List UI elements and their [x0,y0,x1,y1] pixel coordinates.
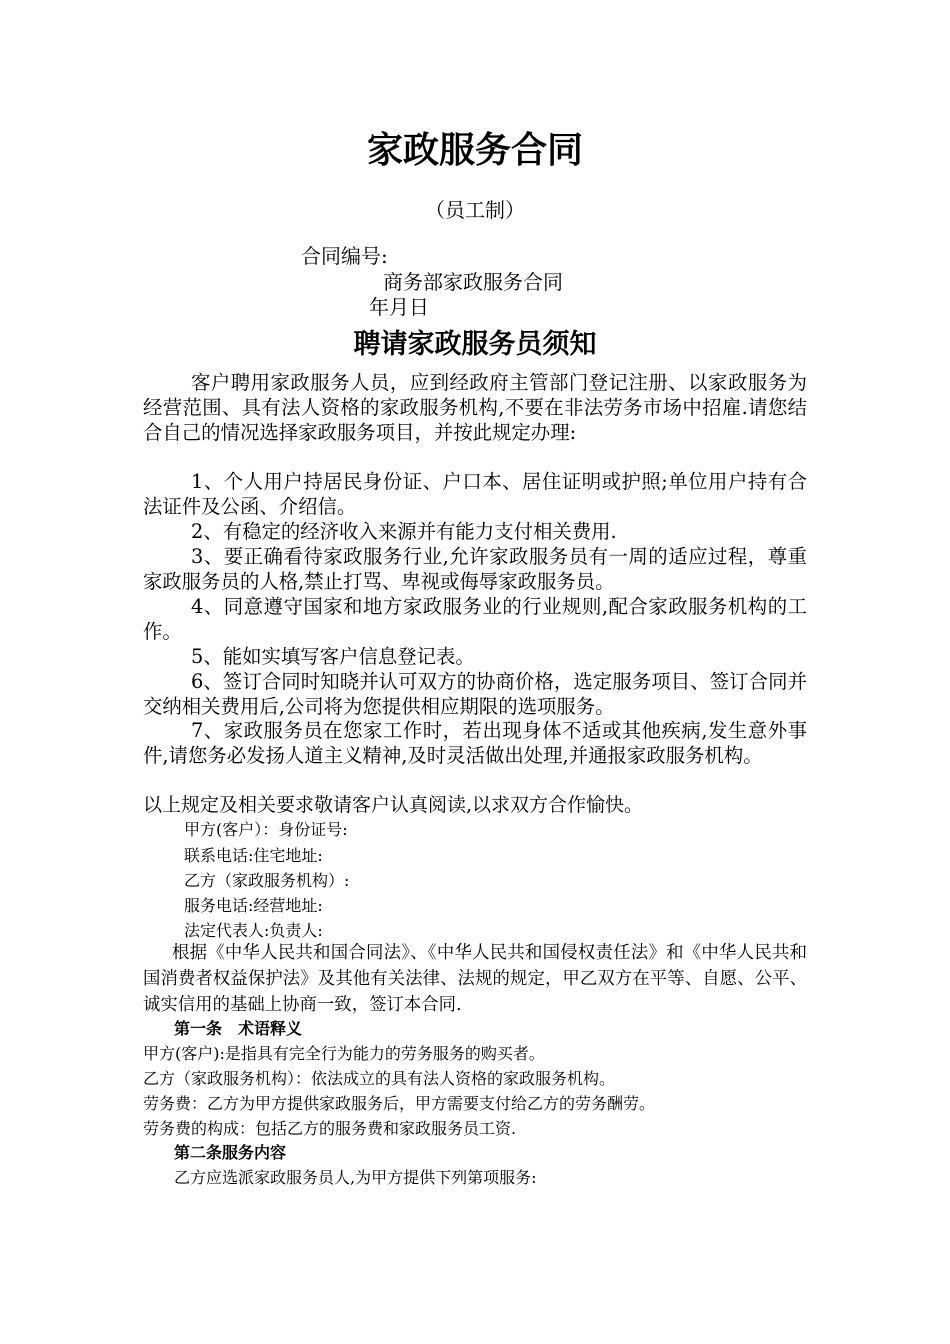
field-party-a: 甲方(客户）：身份证号: [184,820,348,839]
contract-source: 商务部家政服务合同 [383,270,563,294]
notice-item-6: 6、签订合同时知晓并认可双方的协商价格，选定服务项目、签订合同并交纳相关费用后,公司将为您提供相应期限的选项服务。 [143,670,807,718]
definition-party-a: 甲方(客户):是指具有完全行为能力的劳务服务的购买者。 [143,1044,545,1063]
definition-party-b: 乙方（家政服务机构）：依法成立的具有法人资格的家政服务机构。 [143,1069,616,1088]
notice-item-3: 3、要正确看待家政服务行业,允许家政服务员有一周的适应过程，尊重家政服务员的人格,禁止打骂、卑视或侮辱家政服务员。 [143,545,807,593]
article-2-title: 第二条服务内容 [174,1143,287,1162]
notice-closing: 以上规定及相关要求敬请客户认真阅读,以求双方合作愉快。 [143,794,644,816]
notice-intro: 客户聘用家政服务人员，应到经政府主管部门登记注册、以家政服务为经营范围、具有法人资格的家政服务机构,不要在非法劳务市场中招雇.请您结合自己的情况选择家政服务项目，并按此规定办理: [143,371,807,444]
document-subtitle: （员工制） [425,198,525,222]
definition-fee: 劳务费：乙方为甲方提供家政服务后，甲方需要支付给乙方的劳务酬劳。 [143,1094,656,1113]
notice-item-2: 2、有稳定的经济收入来源并有能力支付相关费用. [191,520,617,543]
field-legal-rep: 法定代表人:负责人: [184,921,323,940]
definition-fee-composition: 劳务费的构成：包括乙方的服务费和家政服务员工资. [143,1119,517,1138]
notice-title: 聘请家政服务员须知 [353,329,597,360]
document-title: 家政服务合同 [366,130,583,171]
notice-item-4: 4、同意遵守国家和地方家政服务业的行业规则,配合家政服务机构的工作。 [143,595,807,643]
legal-basis: 根据《中华人民共和国合同法》、《中华人民共和国侵权责任法》和《中华人民共和国消费者权益保护法》及其他有关法律、法规的规定，甲乙双方在平等、自愿、公平、诚实信用的基础上协商一致，签订本合同. [143,943,807,1015]
field-service-phone: 服务电话:经营地址: [184,896,323,915]
article-1-title: 第一条 术语释义 [174,1019,303,1038]
field-contact: 联系电话:住宅地址: [184,846,323,865]
notice-item-7: 7、家政服务员在您家工作时，若出现身体不适或其他疾病,发生意外事件,请您务必发扬人道主义精神,及时灵活做出处理,并通报家政服务机构。 [143,719,807,767]
field-party-b: 乙方（家政服务机构）: [184,871,350,890]
date-label: 年月日 [369,295,429,319]
notice-item-5: 5、能如实填写客户信息登记表。 [191,645,475,668]
notice-item-1: 1、个人用户持居民身份证、户口本、居住证明或护照;单位用户持有合法证件及公函、介绍信。 [143,470,807,518]
article-2-text: 乙方应选派家政服务员人,为甲方提供下列第项服务: [174,1168,537,1187]
contract-number-label: 合同编号: [301,244,388,268]
